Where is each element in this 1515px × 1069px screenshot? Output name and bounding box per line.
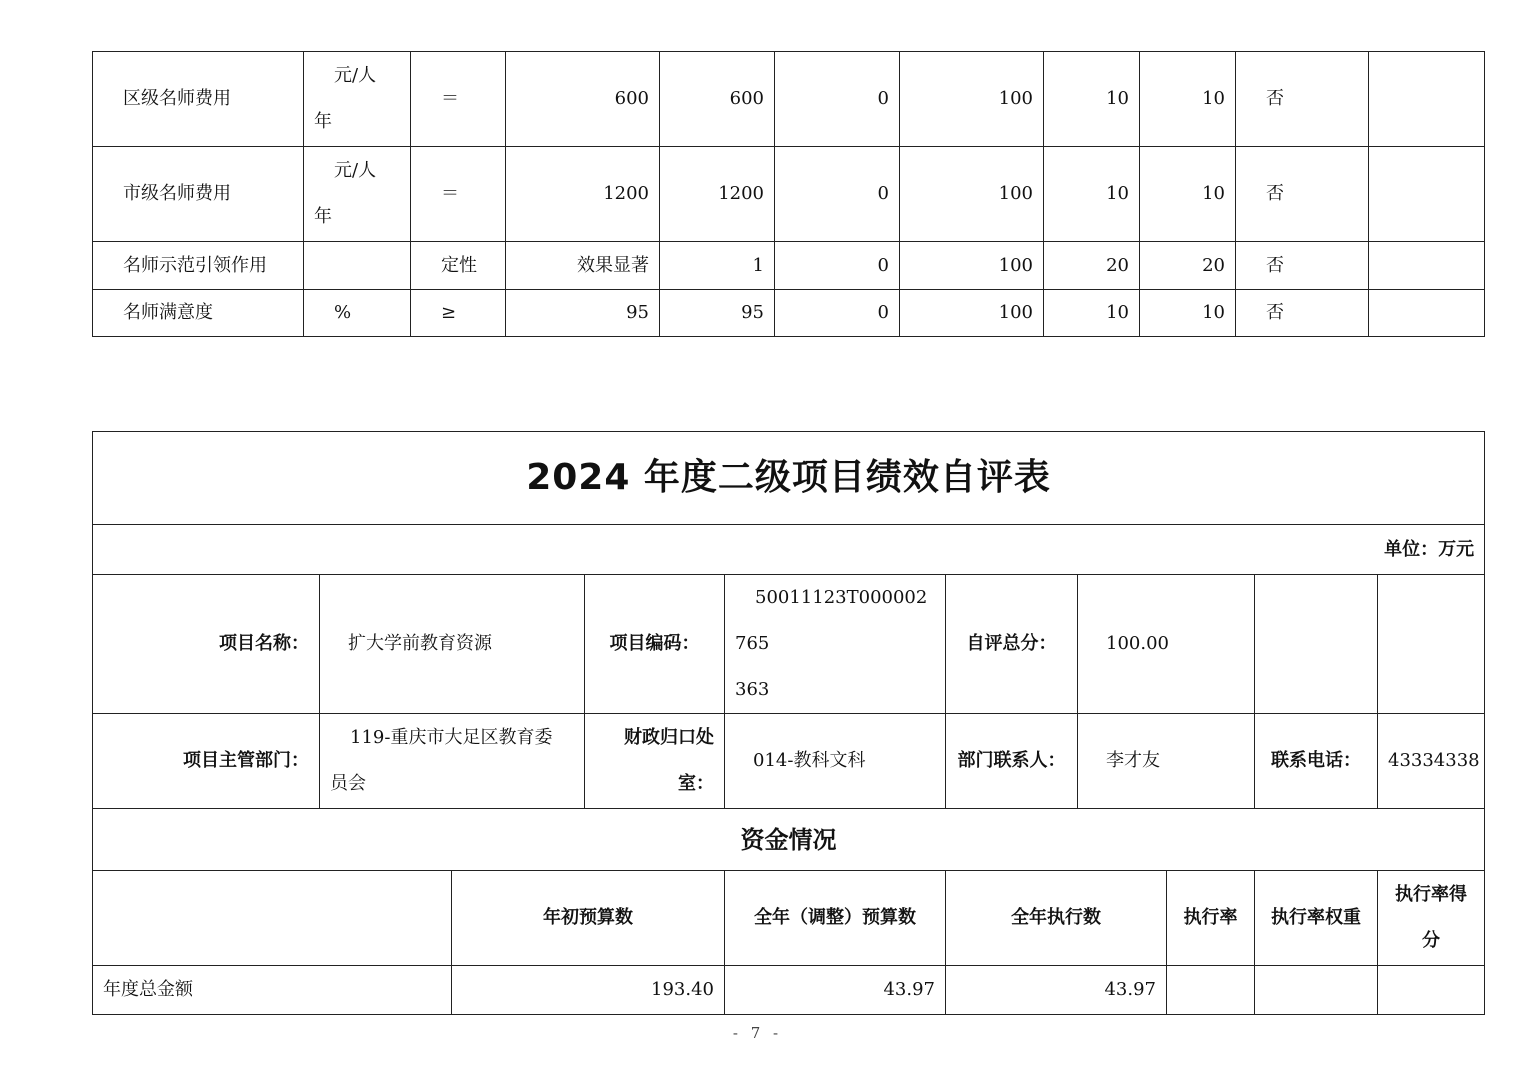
dept-row: [93, 714, 1485, 809]
indicator-flag: 否: [1236, 52, 1369, 147]
indicator-value: 0: [775, 242, 900, 290]
indicator-name: 市级名师费用: [93, 147, 304, 242]
phone-value: 43334338: [1378, 714, 1485, 809]
indicator-value: 100: [900, 147, 1044, 242]
unit-label: 单位：万元: [93, 525, 1485, 575]
indicator-note: [1369, 290, 1485, 337]
exec-score-value: [1378, 966, 1485, 1015]
project-name-label: 项目名称：: [93, 575, 320, 714]
unit-row: [93, 525, 1485, 575]
indicator-unit: %: [304, 290, 411, 337]
indicator-operator: ＝: [411, 147, 506, 242]
indicator-unit: 元/人 年: [304, 52, 411, 147]
indicator-value: 20: [1140, 242, 1236, 290]
indicator-value: 0: [775, 147, 900, 242]
page-number: - 7 -: [732, 1024, 783, 1042]
indicator-name: 名师示范引领作用: [93, 242, 304, 290]
indicator-target: 效果显著: [506, 242, 660, 290]
empty-cell: [93, 871, 452, 966]
indicator-row: [93, 290, 1485, 337]
indicator-value: 0: [775, 52, 900, 147]
empty-cell: [1255, 575, 1378, 714]
exec-score-header: 执行率得 分: [1378, 871, 1485, 966]
indicator-value: 100: [900, 52, 1044, 147]
page-title: 2024 年度二级项目绩效自评表: [93, 432, 1485, 525]
project-name: 扩大学前教育资源: [320, 575, 585, 714]
funds-section-row: [93, 809, 1485, 871]
indicator-actual: 1: [660, 242, 775, 290]
evaluation-table: [92, 431, 1485, 1015]
indicator-flag: 否: [1236, 290, 1369, 337]
funds-row: [93, 966, 1485, 1015]
indicator-operator: ≥: [411, 290, 506, 337]
project-code-label: 项目编码：: [585, 575, 725, 714]
indicator-note: [1369, 242, 1485, 290]
indicator-value: 10: [1140, 147, 1236, 242]
indicator-actual: 1200: [660, 147, 775, 242]
score-value: 100.00: [1078, 575, 1255, 714]
adjusted-budget-header: 全年（调整）预算数: [725, 871, 946, 966]
funds-section-title: 资金情况: [93, 809, 1485, 871]
initial-budget-header: 年初预算数: [452, 871, 725, 966]
project-code: 50011123T000002765 363: [725, 575, 946, 714]
contact-value: 李才友: [1078, 714, 1255, 809]
indicator-actual: 95: [660, 290, 775, 337]
indicator-name: 名师满意度: [93, 290, 304, 337]
finance-office: 014-教科文科: [725, 714, 946, 809]
exec-weight-header: 执行率权重: [1255, 871, 1378, 966]
indicator-value: 100: [900, 290, 1044, 337]
indicator-name: 区级名师费用: [93, 52, 304, 147]
indicator-value: 100: [900, 242, 1044, 290]
finance-office-label: 财政归口处 室：: [585, 714, 725, 809]
indicator-actual: 600: [660, 52, 775, 147]
funds-row-label: 年度总金额: [93, 966, 452, 1015]
indicator-target: 1200: [506, 147, 660, 242]
dept-value: 119-重庆市大足区教育委 员会: [320, 714, 585, 809]
project-row: [93, 575, 1485, 714]
indicator-note: [1369, 52, 1485, 147]
indicator-row: [93, 147, 1485, 242]
indicator-unit: [304, 242, 411, 290]
exec-weight-value: [1255, 966, 1378, 1015]
indicator-operator: ＝: [411, 52, 506, 147]
dept-label: 项目主管部门：: [93, 714, 320, 809]
empty-cell: [1378, 575, 1485, 714]
indicator-value: 10: [1044, 52, 1140, 147]
executed-header: 全年执行数: [946, 871, 1167, 966]
indicator-flag: 否: [1236, 147, 1369, 242]
indicator-unit: 元/人 年: [304, 147, 411, 242]
adjusted-budget-value: 43.97: [725, 966, 946, 1015]
score-label: 自评总分：: [946, 575, 1078, 714]
indicator-flag: 否: [1236, 242, 1369, 290]
exec-rate-header: 执行率: [1167, 871, 1255, 966]
indicator-target: 600: [506, 52, 660, 147]
exec-rate-value: [1167, 966, 1255, 1015]
funds-header-row: [93, 871, 1485, 966]
phone-label: 联系电话：: [1255, 714, 1378, 809]
initial-budget-value: 193.40: [452, 966, 725, 1015]
indicator-table: [92, 51, 1485, 337]
executed-value: 43.97: [946, 966, 1167, 1015]
title-row: [93, 432, 1485, 525]
indicator-row: [93, 242, 1485, 290]
indicator-value: 0: [775, 290, 900, 337]
indicator-value: 10: [1140, 52, 1236, 147]
indicator-operator: 定性: [411, 242, 506, 290]
indicator-note: [1369, 147, 1485, 242]
indicator-row: [93, 52, 1485, 147]
indicator-value: 20: [1044, 242, 1140, 290]
indicator-target: 95: [506, 290, 660, 337]
indicator-value: 10: [1044, 290, 1140, 337]
contact-label: 部门联系人：: [946, 714, 1078, 809]
indicator-value: 10: [1140, 290, 1236, 337]
indicator-value: 10: [1044, 147, 1140, 242]
